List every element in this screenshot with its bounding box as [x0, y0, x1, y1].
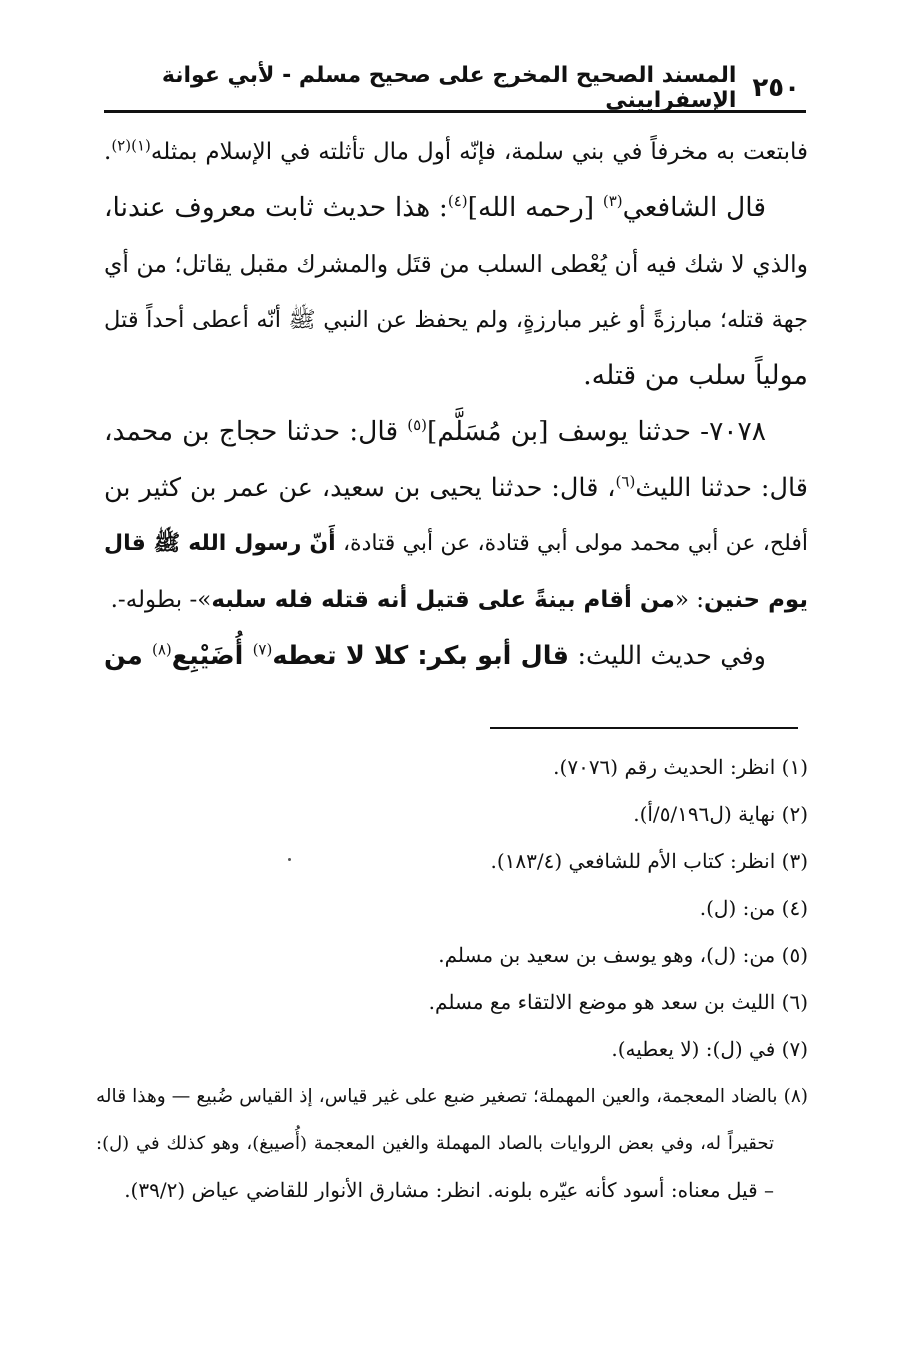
text-segment: »- بطوله-. [110, 587, 212, 613]
text-segment: فابتعت به مخرفاً في بني سلمة، فإنّه أول مال تأثلته في الإسلام بمثله [150, 139, 808, 165]
text-line-5: مولياً سلب من قتله. [583, 360, 808, 391]
hadith-line-1 [104, 404, 808, 460]
bold-segment: يوم حنين [704, 587, 808, 613]
text-segment: . [104, 139, 112, 165]
hadith-line-2 [104, 460, 808, 516]
footnote-8-continued: – قيل معناه: أسود كأنه عيّره بلونه. انظر: مشارق الأنوار للقاضي عياض (٣٩/٢). [124, 1178, 774, 1202]
text-line-3: والذي لا شك فيه أن يُعْطى السلب من قتَل والمشرك مقبل يقاتل؛ من أي [104, 250, 808, 278]
text-segment: قال: حدثنا حجاج بن محمد، [104, 416, 408, 447]
text-segment: قال الشافعي [622, 192, 766, 223]
footnote-5: (٥) من: (ل)، وهو يوسف بن سعيد بن مسلم. [438, 943, 808, 967]
footnotes [96, 744, 808, 1214]
text-segment: [رحمه الله] [467, 192, 603, 223]
bold-segment: أَنّ رسول الله ﷺ قال [104, 531, 336, 556]
text-line-2 [104, 180, 808, 236]
footnote-ref: (٧) [252, 640, 273, 659]
page-number: ٢٥٠ [752, 73, 800, 103]
bold-segment: من أقام بينةً على قتيل أنه قتله فله سلبه [211, 587, 675, 613]
footnote-ref: (٤) [447, 192, 468, 211]
bold-segment: من [104, 641, 152, 671]
footnote-ref: (١)(٢) [111, 136, 151, 155]
hadith-line-4 [104, 572, 808, 628]
hadith-line-5 [104, 628, 808, 684]
bold-segment: قال أبو بكر: كلا لا تعطه [272, 641, 570, 671]
running-header [108, 63, 800, 113]
footnote-ref: (٣) [602, 192, 623, 211]
book-title: المسند الصحيح المخرج على صحيح مسلم - لأبي عوانة الإسفراييني [161, 63, 737, 113]
hadith-line-3 [104, 516, 808, 572]
text-segment: ، قال: حدثنا يحيى بن سعيد، عن عمر بن كثير بن [104, 473, 616, 503]
footnote-6: (٦) الليث بن سعد هو موضع الالتقاء مع مسلم. [428, 990, 808, 1014]
text-segment: أفلح، عن أبي محمد مولى أبي قتادة، عن أبي قتادة، [335, 531, 809, 556]
footnote-3: (٣) انظر: كتاب الأم للشافعي (١٨٣/٤). [490, 849, 808, 873]
text-segment: : هذا حديث ثابت معروف عندنا، [104, 192, 448, 223]
main-text [104, 124, 808, 684]
footnote-1: (١) انظر: الحديث رقم (٧٠٧٦). [553, 755, 808, 779]
text-segment: : « [674, 587, 705, 613]
footnote-8-continued: تحقيراً له، وفي بعض الروايات بالصاد المهملة والغين المعجمة (أُصيبغ)، وهو كذلك في (ل): [96, 1133, 774, 1154]
footnote-7: (٧) في (ل): (لا يعطيه). [611, 1037, 808, 1061]
text-segment: قال: حدثنا الليث [635, 473, 808, 503]
footnote-ref: (٥) [407, 416, 427, 435]
header-rule [104, 110, 806, 113]
text-line-4: جهة قتله؛ مبارزةً أو غير مبارزةٍ، ولم يحفظ عن النبي ﷺ أنّه أعطى أحداً قتل [104, 307, 808, 333]
text-segment: وفي حديث الليث: [569, 641, 766, 671]
footnote-ref: (٦) [615, 472, 636, 491]
bold-segment: أُضَيْبِع [171, 641, 253, 671]
footnote-4: (٤) من: (ل). [699, 896, 808, 920]
footnote-ref: (٨) [151, 640, 172, 659]
footnote-2: (٢) نهاية (ل٥/١٩٦/أ). [633, 802, 808, 826]
text-line-1 [104, 124, 808, 180]
scan-speck [288, 858, 291, 861]
text-segment: ٧٠٧٨- حدثنا يوسف [بن مُسَلَّم] [427, 416, 766, 447]
footnote-rule [490, 727, 798, 729]
footnote-8: (٨) بالضاد المعجمة، والعين المهملة؛ تصغير ضبع على غير قياس، إذ القياس ضُبيع — وهذا قاله [96, 1086, 808, 1107]
